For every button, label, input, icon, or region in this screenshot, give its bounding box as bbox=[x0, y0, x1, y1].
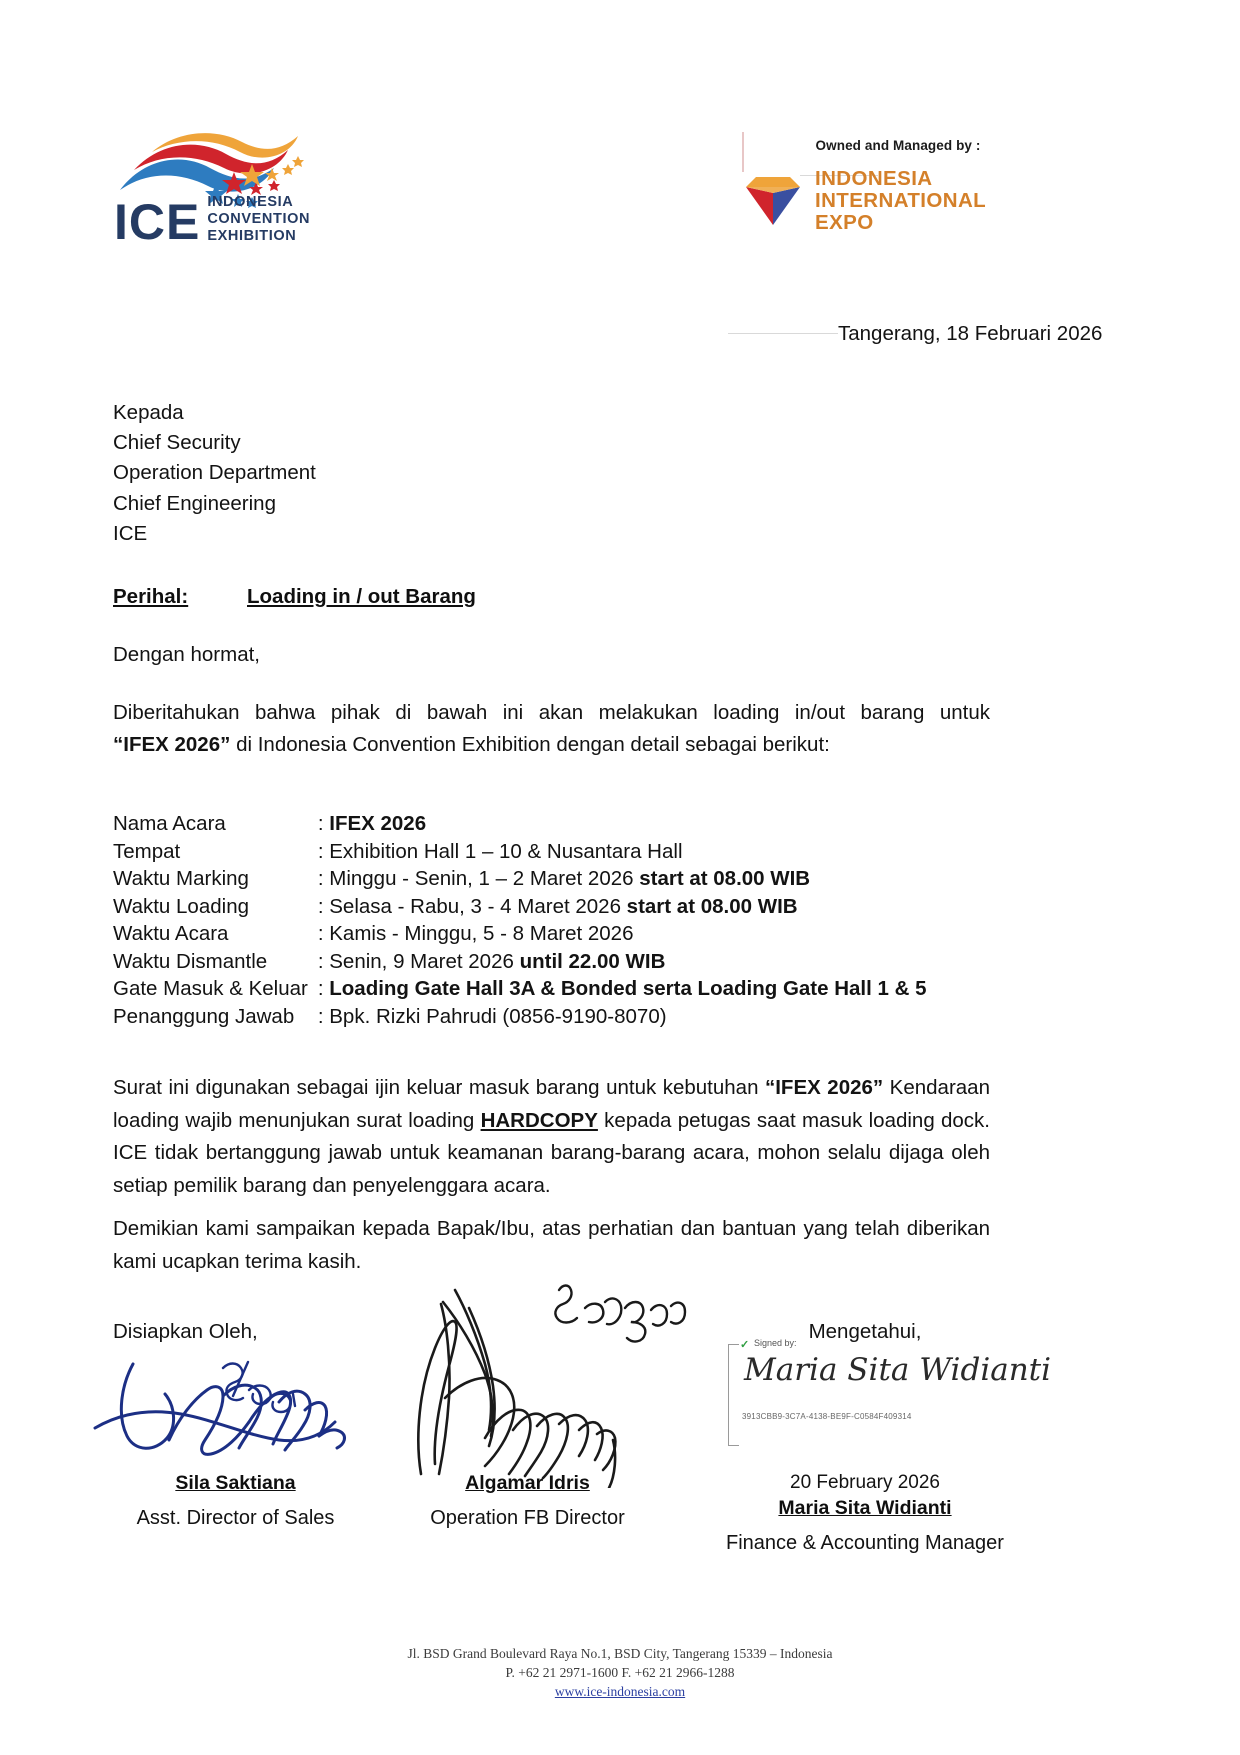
detail-value-6 bbox=[316, 975, 927, 1003]
signature-column-1 bbox=[113, 1320, 358, 1530]
p1-seg2: Kendaraan loading wajib menunjukan surat loading bbox=[113, 1076, 990, 1132]
ice-fullname bbox=[207, 194, 310, 244]
subject-label: Perihal: bbox=[113, 585, 189, 608]
addressee-line-3: Chief Engineering bbox=[113, 491, 276, 515]
detail-value-5 bbox=[316, 948, 927, 976]
signer-title-3: Finance & Accounting Manager bbox=[726, 1532, 1004, 1554]
detail-sep-1: : bbox=[317, 839, 324, 863]
esign-script-name: Maria Sita Widianti bbox=[744, 1352, 1052, 1388]
detail-sep-4: : bbox=[317, 922, 324, 945]
signature-box-2 bbox=[395, 1344, 660, 1472]
footer bbox=[0, 1644, 1240, 1701]
ice-initials: ICE bbox=[114, 193, 201, 250]
prepared-by-heading: Disiapkan Oleh, bbox=[113, 1320, 258, 1343]
signer-name-1: Sila Saktiana bbox=[175, 1472, 296, 1494]
signer-title-1: Asst. Director of Sales bbox=[136, 1507, 335, 1529]
iie-wordmark bbox=[815, 168, 986, 234]
intro-line-1: Diberitahukan bahwa pihak di bawah ini akan melakukan loading in/out barang untuk bbox=[113, 701, 990, 724]
addressee-block bbox=[113, 398, 316, 549]
detail-sep-6: : bbox=[317, 977, 324, 1000]
detail-plain-2: Minggu - Senin, 1 – 2 Maret 2026 bbox=[329, 867, 640, 890]
detail-sep-3: : bbox=[317, 894, 324, 918]
detail-plain-3: Selasa - Rabu, 3 - 4 Maret 2026 bbox=[329, 894, 627, 918]
table-row bbox=[113, 865, 927, 893]
table-row bbox=[113, 810, 927, 838]
table-row bbox=[113, 920, 927, 948]
detail-bold-3: start at 08.00 WIB bbox=[626, 894, 798, 918]
p1-hardcopy: HARDCOPY bbox=[480, 1108, 598, 1132]
ice-fullname-line1: INDONESIA bbox=[207, 194, 294, 210]
detail-key-7: Penanggung Jawab bbox=[113, 1004, 295, 1028]
closing-paragraph-1 bbox=[113, 1072, 990, 1202]
footer-website-link[interactable]: www.ice-indonesia.com bbox=[554, 1684, 686, 1699]
digital-signature-stamp bbox=[728, 1336, 1052, 1456]
detail-bold-6: Loading Gate Hall 3A & Bonded serta Loading Gate Hall 1 & 5 bbox=[329, 977, 927, 1000]
intro-paragraph bbox=[113, 697, 990, 761]
esign-certificate-hash: 3913CBB9-3C7A-4138-BE9F-C0584F409314 bbox=[742, 1412, 912, 1421]
detail-bold-0: IFEX 2026 bbox=[329, 812, 427, 835]
addressee-line-1: Chief Security bbox=[113, 431, 241, 455]
detail-value-7 bbox=[316, 1003, 927, 1031]
ice-fullname-line3: EXHIBITION bbox=[207, 227, 297, 244]
detail-key-3: Waktu Loading bbox=[113, 894, 249, 918]
detail-key-1: Tempat bbox=[113, 839, 181, 863]
detail-value-3 bbox=[316, 893, 927, 921]
detail-value-0 bbox=[316, 810, 927, 838]
detail-key-2: Waktu Marking bbox=[113, 867, 249, 890]
subject-value: Loading in / out Barang bbox=[247, 585, 476, 608]
detail-sep-0: : bbox=[317, 812, 324, 835]
intro-line-2-rest: di Indonesia Convention Exhibition dengan detail sebagai berikut: bbox=[230, 733, 830, 756]
indonesia-international-expo-logo bbox=[742, 168, 986, 234]
owned-by-label: Owned and Managed by : bbox=[815, 138, 981, 153]
detail-plain-4: Kamis - Minggu, 5 - 8 Maret 2026 bbox=[329, 922, 634, 945]
signer-title-2: Operation FB Director bbox=[430, 1507, 625, 1529]
signature-area bbox=[0, 1320, 1240, 1580]
esign-signed-by-label: Signed by: bbox=[754, 1338, 797, 1348]
iie-line1: INDONESIA bbox=[815, 167, 933, 190]
closing-paragraph-2: Demikian kami sampaikan kepada Bapak/Ibu, atas perhatian dan bantuan yang telah diberikan kami ucapkan terima kasih. bbox=[113, 1217, 990, 1273]
acknowledged-by-heading: Mengetahui, bbox=[808, 1320, 922, 1343]
detail-sep-7: : bbox=[317, 1004, 324, 1028]
detail-sep-5: : bbox=[317, 949, 324, 973]
detail-key-4: Waktu Acara bbox=[113, 922, 229, 945]
table-row bbox=[113, 975, 927, 1003]
date-line: Tangerang, 18 Februari 2026 bbox=[838, 322, 1103, 345]
detail-value-4 bbox=[316, 920, 927, 948]
signer-name-3: Maria Sita Widianti bbox=[778, 1497, 952, 1519]
detail-key-5: Waktu Dismantle bbox=[113, 949, 268, 973]
detail-sep-2: : bbox=[317, 867, 324, 890]
table-row bbox=[113, 838, 927, 866]
signer-name-2: Algamar Idris bbox=[465, 1472, 590, 1494]
detail-key-0: Nama Acara bbox=[113, 812, 226, 835]
event-details-table bbox=[113, 810, 927, 1030]
signature-box-3 bbox=[700, 1338, 1052, 1472]
table-row bbox=[113, 1003, 927, 1031]
footer-address: Jl. BSD Grand Boulevard Raya No.1, BSD City, Tangerang 15339 – Indonesia bbox=[407, 1646, 833, 1661]
iie-line2: INTERNATIONAL bbox=[815, 189, 987, 213]
detail-key-6: Gate Masuk & Keluar bbox=[113, 977, 308, 1000]
iie-line3: EXPO bbox=[815, 211, 874, 235]
table-row bbox=[113, 948, 927, 976]
table-row bbox=[113, 893, 927, 921]
p1-seg1: Surat ini digunakan sebagai ijin keluar masuk barang untuk kebutuhan bbox=[113, 1076, 765, 1099]
signature-column-3 bbox=[700, 1320, 1052, 1555]
p1-seg3: kepada petugas saat masuk loading dock. ICE tidak bertanggung jawab untuk keamanan barang-barang acara, mohon selalu dijaga oleh setiap pemilik barang dan penyelenggara acara. bbox=[113, 1108, 990, 1197]
esign-date: 20 February 2026 bbox=[790, 1472, 940, 1493]
footer-phone: P. +62 21 2971-1600 F. +62 21 2966-1288 bbox=[505, 1665, 735, 1680]
signature-box-1 bbox=[113, 1344, 358, 1472]
letterhead bbox=[0, 0, 1240, 280]
subject-row bbox=[113, 585, 476, 609]
esign-bracket bbox=[728, 1344, 739, 1446]
scan-artifact-line-2 bbox=[728, 333, 838, 334]
detail-bold-5: until 22.00 WIB bbox=[519, 949, 666, 973]
ice-wordmark bbox=[114, 193, 311, 250]
iie-diamond-icon bbox=[742, 173, 804, 229]
ice-logo bbox=[112, 128, 342, 258]
detail-bold-2: start at 08.00 WIB bbox=[639, 867, 811, 890]
detail-plain-7: Bpk. Rizki Pahrudi (0856-9190-8070) bbox=[329, 1004, 667, 1028]
addressee-line-2: Operation Department bbox=[113, 461, 316, 485]
addressee-line-0: Kepada bbox=[113, 401, 184, 424]
detail-value-2 bbox=[316, 865, 927, 893]
handwritten-signature-1 bbox=[73, 1344, 363, 1469]
detail-plain-1: Exhibition Hall 1 – 10 & Nusantara Hall bbox=[329, 839, 683, 863]
ice-fullname-line2: CONVENTION bbox=[207, 210, 311, 227]
addressee-line-4: ICE bbox=[113, 521, 148, 545]
detail-value-1 bbox=[316, 838, 927, 866]
salutation: Dengan hormat, bbox=[113, 643, 261, 666]
intro-event-name: “IFEX 2026” bbox=[113, 733, 231, 756]
verified-check-icon: ✓ bbox=[740, 1339, 750, 1351]
signature-column-2 bbox=[395, 1320, 660, 1530]
detail-plain-5: Senin, 9 Maret 2026 bbox=[329, 949, 520, 973]
owned-and-managed-block bbox=[735, 138, 1035, 153]
p1-event-name: “IFEX 2026” bbox=[764, 1076, 884, 1099]
